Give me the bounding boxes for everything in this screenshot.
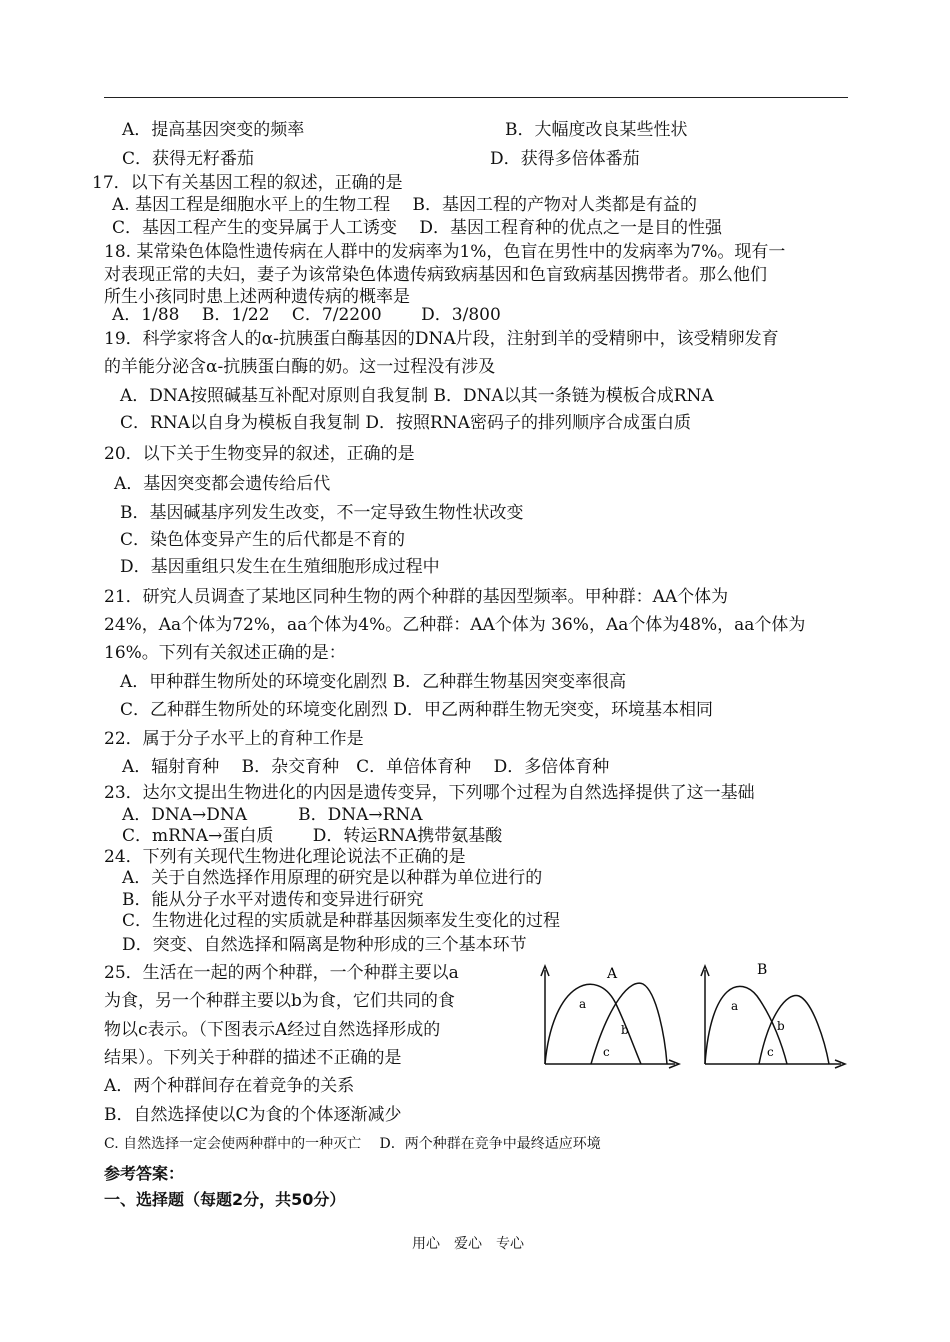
q24-stem: 24．下列有关现代生物进化理论说法不正确的是: [104, 847, 466, 867]
q18-line-3: 所生小孩同时患上述两种遗传病的概率是: [104, 287, 410, 307]
q21-options-cd: C．乙种群生物所处的环境变化剧烈 D．甲乙两种群生物无突变，环境基本相同: [120, 700, 714, 720]
q20-option-a: A．基因突变都会遗传给后代: [114, 474, 331, 494]
q17-stem: 17．以下有关基因工程的叙述，正确的是: [92, 173, 403, 193]
q25-figure: [535, 958, 853, 1074]
q16-option-c: C．获得无籽番茄: [122, 149, 255, 169]
q20-option-b: B．基因碱基序列发生改变，不一定导致生物性状改变: [120, 503, 524, 523]
q18-line-1: 18. 某常染色体隐性遗传病在人群中的发病率为1%，色盲在男性中的发病率为7%。现有一: [104, 242, 786, 262]
q21-line-1: 21．研究人员调查了某地区同种生物的两个种群的基因型频率。甲种群：AA个体为: [104, 587, 729, 607]
q19-line-2: 的羊能分泌含α-抗胰蛋白酶的奶。这一过程没有涉及: [104, 357, 496, 377]
q19-options-cd: C．RNA以自身为模板自我复制 D．按照RNA密码子的排列顺序合成蛋白质: [120, 413, 691, 433]
q25-line-3: 物以c表示。（下图表示A经过自然选择形成的: [104, 1020, 441, 1040]
q21-line-2: 24%，Aa个体为72%，aa个体为4%。乙种群：AA个体为 36%，Aa个体为48%，aa个体为: [104, 615, 806, 635]
answers-section-title: 一、选择题（每题2分，共50分）: [104, 1190, 346, 1209]
q20-stem: 20．以下关于生物变异的叙述，正确的是: [104, 444, 415, 464]
panel-b-label-b: b: [777, 1019, 785, 1033]
q25-option-a: A．两个种群间存在着竞争的关系: [104, 1076, 355, 1096]
q18-options: A．1/88 B．1/22 C．7/2200 D．3/800: [112, 305, 501, 325]
q23-options-ab: A．DNA→DNA B．DNA→RNA: [122, 805, 423, 825]
panel-a-title: A: [607, 966, 618, 982]
q22-options: A．辐射育种 B．杂交育种 C．单倍体育种 D．多倍体育种: [122, 757, 610, 777]
q25-options-cd: C. 自然选择一定会使两种群中的一种灭亡 D．两个种群在竞争中最终适应环境: [104, 1136, 601, 1152]
answers-heading: 参考答案：: [104, 1164, 185, 1183]
q25-option-b: B．自然选择使以C为食的个体逐渐减少: [104, 1105, 402, 1125]
figure-panel-a: [541, 966, 679, 1068]
q21-line-3: 16%。下列有关叙述正确的是：: [104, 643, 346, 663]
q16-option-d: D．获得多倍体番茄: [490, 149, 640, 169]
q23-options-cd: C．mRNA→蛋白质 D．转运RNA携带氨基酸: [122, 826, 503, 846]
q25-line-2: 为食，另一个种群主要以b为食，它们共同的食: [104, 991, 455, 1011]
q24-option-b: B．能从分子水平对遗传和变异进行研究: [122, 890, 424, 910]
q16-option-b: B．大幅度改良某些性状: [505, 120, 688, 140]
q17-options-cd: C．基因工程产生的变异属于人工诱变 D．基因工程育种的优点之一是目的性强: [112, 218, 723, 238]
q19-line-1: 19．科学家将含人的α-抗胰蛋白酶基因的DNA片段，注射到羊的受精卵中，该受精卵发育: [104, 329, 779, 349]
q18-line-2: 对表现正常的夫妇，妻子为该常染色体遗传病致病基因和色盲致病基因携带者。那么他们: [104, 265, 767, 285]
q20-option-d: D．基因重组只发生在生殖细胞形成过程中: [120, 557, 440, 577]
q22-stem: 22．属于分子水平上的育种工作是: [104, 729, 364, 749]
panel-a-label-c: c: [603, 1045, 610, 1059]
q25-line-1: 25．生活在一起的两个种群，一个种群主要以a: [104, 963, 459, 983]
page-footer: 用心 爱心 专心: [412, 1236, 524, 1252]
q24-option-c: C．生物进化过程的实质就是种群基因频率发生变化的过程: [122, 911, 561, 931]
q21-options-ab: A．甲种群生物所处的环境变化剧烈 B．乙种群生物基因突变率很高: [120, 672, 627, 692]
panel-a-label-a: a: [579, 997, 587, 1011]
q20-option-c: C．染色体变异产生的后代都是不育的: [120, 530, 406, 550]
panel-b-title: B: [757, 962, 768, 978]
panel-b-label-c: c: [767, 1045, 774, 1059]
q25-line-4: 结果）。下列关于种群的描述不正确的是: [104, 1048, 402, 1068]
q17-options-ab: A. 基因工程是细胞水平上的生物工程 B．基因工程的产物对人类都是有益的: [112, 195, 697, 215]
q24-option-d: D．突变、自然选择和隔离是物种形成的三个基本环节: [122, 935, 527, 955]
figure-panel-b: [701, 962, 845, 1068]
q24-option-a: A．关于自然选择作用原理的研究是以种群为单位进行的: [122, 868, 543, 888]
q23-stem: 23．达尔文提出生物进化的内因是遗传变异，下列哪个过程为自然选择提供了这一基础: [104, 783, 755, 803]
q16-option-a: A．提高基因突变的频率: [122, 120, 305, 140]
header-rule: [104, 97, 848, 98]
panel-b-curve-a: [705, 986, 787, 1064]
q19-options-ab: A．DNA按照碱基互补配对原则自我复制 B．DNA以其一条链为模板合成RNA: [120, 386, 714, 406]
panel-a-label-b: b: [621, 1023, 629, 1037]
panel-b-label-a: a: [731, 999, 739, 1013]
